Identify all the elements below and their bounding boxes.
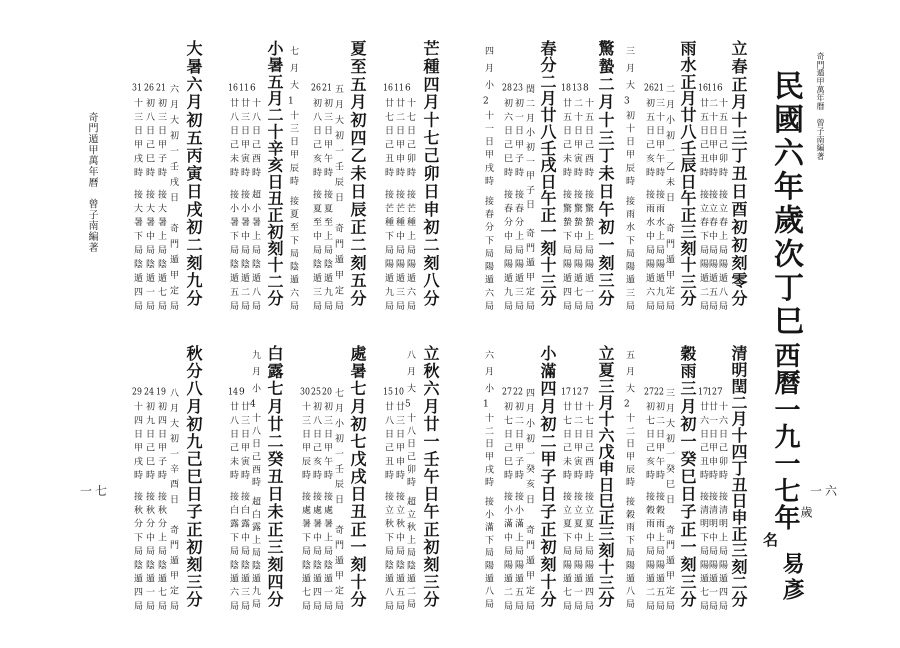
line-text: 十二日甲戌時 接小滿下局陽遁八局 — [483, 413, 493, 608]
schedule-line — [405, 350, 414, 608]
line-text: 初三日甲子時 接大暑上局陰遁七局 — [156, 97, 166, 310]
gregorian-day: 7 — [583, 388, 589, 397]
schedule-line — [311, 388, 320, 610]
solar-term-heading: 立夏三月十六戊申日巳正三刻十三分 — [596, 345, 615, 607]
schedule-line — [572, 84, 581, 310]
gregorian-day: 9 — [239, 388, 245, 397]
running-header-right: 奇門遁甲萬年曆 曾子南編著 — [816, 52, 825, 160]
line-text: 三月大初一癸巳日 奇門遁甲定局 — [664, 388, 674, 610]
lunar-month-line — [333, 388, 342, 610]
schedule-line — [239, 388, 248, 610]
line-text: 六月大初一壬戌日 奇門遁甲定局 — [168, 84, 178, 310]
line-text: 初六日己巳時 接春分中局陽遁九局 — [502, 97, 512, 310]
gregorian-day: 4 — [250, 400, 256, 410]
schedule-line — [156, 388, 165, 610]
schedule-line — [250, 350, 259, 608]
year-note: 名 — [761, 532, 779, 547]
gregorian-day: 22 — [513, 388, 523, 397]
gregorian-day: 17 — [698, 388, 708, 397]
solar-term-heading: 驚蟄二月十三丁未日午初一刻三分 — [596, 40, 615, 306]
schedule-line — [322, 84, 331, 310]
schedule-line — [707, 388, 716, 610]
line-text: 七月小初一壬辰日 奇門遁甲定局 — [333, 388, 343, 610]
page-number-left: 一七 — [80, 484, 111, 498]
western-year: 西曆一九一七年 — [770, 342, 800, 530]
lunar-month-line — [333, 84, 342, 310]
line-text: 十八日己酉時 超小暑上局陰遁八局 — [250, 97, 260, 310]
schedule-line — [624, 46, 633, 310]
schedule-line — [644, 388, 653, 610]
gregorian-day: 1 — [288, 97, 294, 107]
gregorian-day: 21 — [156, 84, 166, 93]
schedule-line — [394, 84, 403, 310]
gregorian-day: 27 — [644, 388, 654, 397]
line-text: 初八日己亥時 接處暑中局陰遁四局 — [311, 401, 321, 610]
gregorian-day: 21 — [322, 84, 332, 93]
line-text: 四月小初一癸亥日 奇門遁甲定局 — [524, 388, 534, 610]
schedule-line — [502, 84, 511, 310]
solar-term-heading: 秋分八月初九己巳日子正初刻三分 — [184, 345, 203, 607]
schedule-line — [561, 84, 570, 310]
solar-term-heading: 穀雨三月初一癸巳日子正一刻三分 — [678, 345, 697, 607]
gregorian-day: 12 — [707, 388, 717, 397]
schedule-line — [250, 84, 259, 310]
lunar-month-line — [168, 388, 177, 610]
solar-term-heading: 夏至五月初四乙未日辰正二刻五分 — [348, 40, 367, 306]
schedule-line — [144, 84, 153, 310]
gregorian-month: 七月大 — [288, 46, 298, 98]
line-text: 廿三日甲寅時 接小暑中局陰遁二局 — [239, 97, 249, 310]
solar-term-heading: 小滿四月初二甲子日子正初刻十分 — [538, 345, 557, 607]
schedule-line — [228, 84, 237, 310]
year-title: 民國六年歲次丁巳 — [768, 70, 803, 335]
schedule-line — [383, 84, 392, 310]
gregorian-day: 30 — [300, 388, 310, 397]
line-text: 十八日己酉時 超白露上局陰遁九局 — [250, 413, 260, 608]
solar-term-heading: 立春正月十三丁丑日酉初初刻零分 — [729, 40, 748, 306]
lunar-month-line — [664, 388, 673, 610]
lunar-month-line — [168, 84, 177, 310]
gregorian-day: 26 — [144, 84, 154, 93]
gregorian-day: 17 — [561, 388, 571, 397]
schedule-line — [698, 84, 707, 310]
line-text: 初八日己亥時 接夏至中局陰遁三局 — [311, 97, 321, 310]
line-text: 八月大初一辛酉日 奇門遁甲定局 — [168, 388, 178, 610]
schedule-line — [698, 388, 707, 610]
gregorian-day: 16 — [383, 84, 393, 93]
gregorian-day: 8 — [583, 84, 589, 93]
schedule-line — [132, 84, 141, 310]
gregorian-day: 5 — [405, 400, 411, 410]
gregorian-day: 18 — [561, 84, 571, 93]
gregorian-day: 11 — [707, 84, 717, 93]
gregorian-day: 11 — [239, 84, 249, 93]
line-text: 初一日甲子時 接春分上局陽遁三局 — [513, 97, 523, 310]
solar-term-heading: 雨水正月廿八壬辰日午正三刻十三分 — [678, 40, 697, 306]
line-text: 二十日甲申時 接立春中局陽遁五局 — [707, 97, 717, 310]
schedule-line — [654, 84, 663, 310]
line-text: 十三日甲戌時 接大暑下局陰遁四局 — [132, 97, 142, 310]
solar-term-heading: 立秋六月廿一壬午日午正初刻三分 — [421, 345, 440, 607]
gregorian-day: 14 — [228, 388, 238, 397]
gregorian-day: 20 — [322, 388, 332, 397]
line-text: 閏二月小初一甲子日 奇門遁甲定局 — [524, 84, 534, 310]
line-text: 三十日甲午時 接雨水上局陽遁九局 — [654, 97, 664, 310]
schedule-line — [144, 388, 153, 610]
gregorian-day: 19 — [156, 388, 166, 397]
schedule-line — [383, 388, 392, 610]
gregorian-day: 11 — [394, 84, 404, 93]
gregorian-day: 21 — [654, 84, 664, 93]
line-text: 初七日己巳時 接小滿中局陽遁二局 — [502, 401, 512, 610]
gregorian-day: 31 — [132, 84, 142, 93]
solar-term-heading: 春分二月廿八壬戌日午正一刻十三分 — [538, 40, 557, 306]
gregorian-day: 15 — [383, 388, 393, 397]
gregorian-day: 22 — [654, 388, 664, 397]
schedule-line — [513, 84, 522, 310]
line-text: 初十日甲辰時 接雨水下局陽遁三局 — [624, 110, 634, 310]
solar-term-heading: 小暑五月二十辛亥日丑正初刻十二分 — [265, 40, 284, 306]
schedule-line — [156, 84, 165, 310]
gregorian-day: 24 — [144, 388, 154, 397]
gregorian-day: 2 — [624, 400, 630, 410]
line-text: 初八日己巳時 接大暑中局陰遁一局 — [144, 97, 154, 310]
solar-term-heading: 清明閏二月十四丁丑日申正三刻二分 — [729, 345, 748, 607]
gregorian-day: 6 — [717, 84, 723, 93]
schedule-line — [717, 388, 726, 610]
gregorian-day: 16 — [228, 84, 238, 93]
gregorian-day: 29 — [132, 388, 142, 397]
line-text: 初二日甲子時 接小滿上局陽遁五局 — [513, 401, 523, 610]
line-text: 十一日甲戌時 接春分下局陽遁六局 — [483, 110, 493, 310]
schedule-line — [654, 388, 663, 610]
lunar-month-line — [524, 84, 533, 310]
schedule-line — [561, 388, 570, 610]
schedule-line — [239, 84, 248, 310]
schedule-line — [483, 350, 492, 608]
schedule-line — [394, 388, 403, 610]
line-text: 十八日己卯時 超立秋上局陰遁二局 — [405, 413, 415, 608]
schedule-line — [300, 388, 309, 610]
gregorian-day: 26 — [311, 84, 321, 93]
line-text: 廿二日甲申時 接芒種中局陽遁三局 — [394, 97, 404, 310]
line-text: 廿一日甲申時 接清明中局陽遁一局 — [707, 401, 717, 610]
schedule-line — [644, 84, 653, 310]
gregorian-month: 三月大 — [624, 46, 634, 98]
line-text: 十五日己卯時 接立春上局陽遁八局 — [717, 97, 727, 310]
schedule-line — [717, 84, 726, 310]
line-text: 十五日己酉時 接驚蟄上局陽遁一局 — [583, 97, 593, 310]
schedule-line — [405, 84, 414, 310]
line-text: 廿二日甲寅時 接立夏中局陽遁一局 — [572, 401, 582, 610]
solar-term-heading: 處暑七月初七戊戌日丑正一刻十分 — [348, 345, 367, 607]
gregorian-day: 6 — [250, 84, 256, 93]
schedule-line — [583, 84, 592, 310]
lunar-month-line — [664, 84, 673, 310]
schedule-line — [707, 84, 716, 310]
gregorian-day: 1 — [483, 400, 489, 410]
schedule-line — [322, 388, 331, 610]
line-text: 廿六日己丑時 接清明下局陽遁七局 — [698, 401, 708, 610]
schedule-line — [502, 388, 511, 610]
gregorian-day: 2 — [483, 97, 489, 107]
line-text: 初九日己巳時 接秋分中局陰遁一局 — [144, 401, 154, 610]
line-text: 廿七日己丑時 接芒種下局陽遁九局 — [383, 97, 393, 310]
gregorian-day: 28 — [502, 84, 512, 93]
gregorian-day: 16 — [698, 84, 708, 93]
schedule-line — [228, 388, 237, 610]
gregorian-day: 7 — [717, 388, 723, 397]
line-text: 初七日己亥時 接穀雨中局陽遁二局 — [644, 401, 654, 610]
line-text: 廿三日甲寅時 接白露中局陰遁三局 — [239, 401, 249, 610]
solar-term-heading: 大暑六月初五丙寅日戌初二刻九分 — [184, 40, 203, 306]
gregorian-day: 3 — [624, 97, 630, 107]
line-text: 廿五日己未時 接驚蟄下局陽遁四局 — [561, 97, 571, 310]
line-text: 十六日己卯時 接清明上局陽遁四局 — [717, 401, 727, 610]
schedule-line — [513, 388, 522, 610]
lunar-month-line — [524, 388, 533, 610]
line-text: 初三日甲午時 接夏至上局陰遁九局 — [322, 97, 332, 310]
line-text: 五月大初一壬辰日 奇門遁甲定局 — [333, 84, 343, 310]
gregorian-day: 13 — [572, 84, 582, 93]
line-text: 初三日甲午時 接處暑上局陰遁一局 — [322, 401, 332, 610]
solar-term-heading: 芒種四月十七己卯日申初二刻八分 — [421, 40, 440, 306]
gregorian-day: 10 — [394, 388, 404, 397]
schedule-line — [572, 388, 581, 610]
line-text: 初四日甲子時 接秋分上局陰遁七局 — [156, 401, 166, 610]
line-text: 二十日甲寅時 接驚蟄中局陽遁七局 — [572, 97, 582, 310]
page-number-right: 一六 — [810, 484, 841, 498]
gregorian-month: 五月大 — [624, 350, 634, 401]
gregorian-day: 23 — [513, 84, 523, 93]
line-text: 初二日甲午時 接穀雨上局陽遁五局 — [654, 401, 664, 610]
gregorian-day: 6 — [405, 84, 411, 93]
line-text: 十七日己卯時 接芒種上局陽遁六局 — [405, 97, 415, 310]
line-text: 廿八日己未時 接白露下局陰遁六局 — [228, 401, 238, 610]
gregorian-day: 12 — [572, 388, 582, 397]
line-text: 十三日甲辰時 接處暑下局陰遁七局 — [300, 401, 310, 610]
schedule-line — [288, 46, 297, 310]
solar-term-heading: 白露七月廿二癸丑日未正三刻四分 — [265, 345, 284, 607]
line-text: 十七日己酉時 接立夏上局陽遁四局 — [583, 401, 593, 610]
schedule-line — [583, 388, 592, 610]
schedule-line — [311, 84, 320, 310]
gregorian-month: 九月小 — [250, 350, 260, 401]
running-header-left: 奇門遁甲萬年曆 曾子南編著 — [86, 112, 97, 252]
schedule-line — [132, 388, 141, 610]
gregorian-month: 四月小 — [483, 46, 493, 98]
line-text: 廿八日己丑時 接立秋下局陰遁八局 — [383, 401, 393, 610]
year-name: 易彥 — [779, 552, 805, 600]
schedule-line — [624, 350, 633, 608]
line-text: 十二日甲辰時 接穀雨下局陽遁八局 — [624, 413, 634, 608]
gregorian-month: 六月小 — [483, 350, 493, 401]
line-text: 廿五日己丑時 接立春下局陽遁二局 — [698, 97, 708, 310]
line-text: 廿八日己未時 接小暑下局陰遁五局 — [228, 97, 238, 310]
year-note-small: 歲 — [799, 506, 813, 518]
gregorian-day: 27 — [502, 388, 512, 397]
line-text: 十四日甲戌時 接秋分下局陰遁四局 — [132, 401, 142, 610]
line-text: 十三日甲辰時 接夏至下局陰遁六局 — [288, 110, 298, 310]
line-text: 初五日己亥時 接雨水中局陽遁六局 — [644, 97, 654, 310]
schedule-line — [483, 46, 492, 310]
gregorian-day: 25 — [311, 388, 321, 397]
gregorian-month: 八月大 — [405, 350, 415, 401]
gregorian-day: 26 — [644, 84, 654, 93]
line-text: 二月小初一乙未日 奇門遁甲定局 — [664, 84, 674, 310]
line-text: 廿七日己未時 接立夏下局陽遁七局 — [561, 401, 571, 610]
line-text: 廿三日甲申時 接立秋中局陰遁五局 — [394, 401, 404, 610]
